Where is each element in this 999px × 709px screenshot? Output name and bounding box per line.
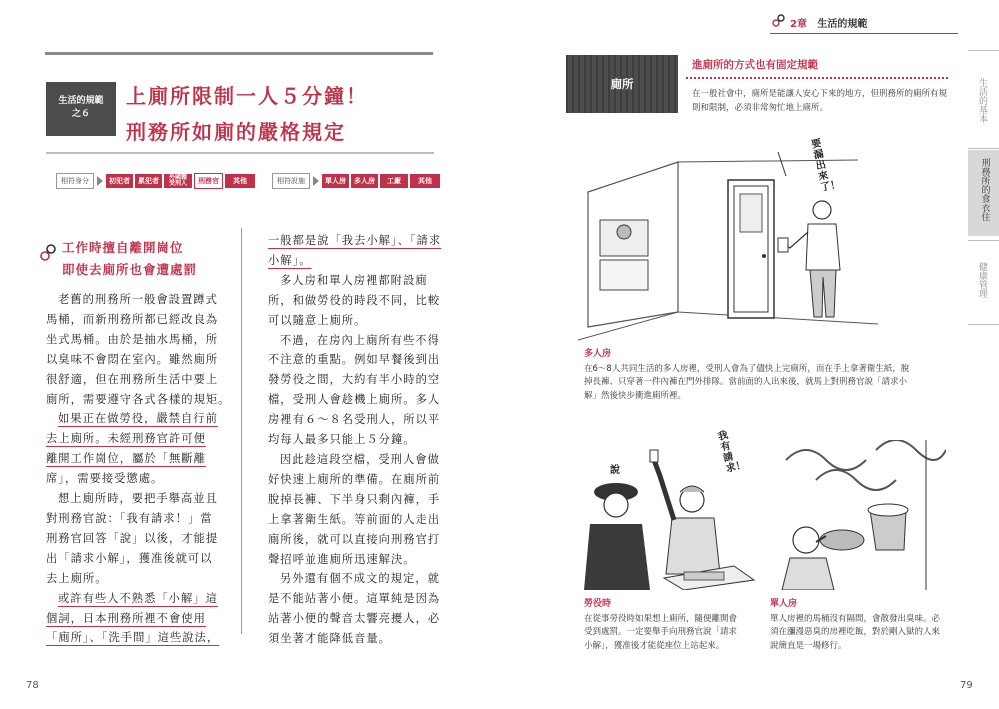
topic-heading: 進廁所的方式也有固定規範: [692, 59, 818, 71]
text-line: 很舒適，但在刑務所生活中要上: [46, 372, 219, 386]
text-line: 不注意的重點。例如早餐後到出: [268, 353, 441, 367]
title-divider: [46, 152, 434, 154]
tags-people-label: 相符身分: [56, 173, 94, 189]
text-line: 是不能站著小便。這單純是因為: [268, 592, 441, 606]
text-line: 想上廁所時，要把手舉高並且: [58, 492, 218, 506]
text-line: 刑務官回答「說」以後，才能提: [46, 531, 219, 545]
subheading-line1: 工作時擅自離開崗位: [62, 240, 184, 255]
text-line: 好快速上廁所的準備。在廁所前: [268, 472, 441, 486]
chapter-header: [790, 15, 867, 30]
multi-room-illustration: [578, 152, 890, 342]
page-title-line2: 刑務所如廁的嚴格規定: [126, 120, 346, 144]
single-room-illustration: [776, 440, 946, 590]
text-line: 不過，在房內上廁所有些不得: [280, 333, 440, 347]
side-divider: [968, 240, 999, 241]
text-line: 小解」。: [268, 253, 312, 267]
tag-first-offender: 初犯者: [106, 174, 133, 188]
topic-text: 在一般社會中，廁所是能讓人安心下來的地方，但刑務所的廁所有規則和限制，必須非常匆忙地上廁所。: [692, 89, 948, 113]
tag-factory: 工廠: [380, 174, 408, 188]
chapter-title: 生活的規範: [817, 19, 868, 30]
text-line: 可以隨意上廁所。: [268, 313, 367, 327]
body-column-2: [268, 231, 458, 649]
tag-multi-room: 多人房: [351, 174, 378, 188]
chapter-rule: [770, 33, 958, 34]
handcuffs-icon: [40, 244, 56, 262]
lesson-badge-line1: 生活的規範: [58, 96, 104, 106]
left-page: [0, 0, 495, 709]
speech-request: 我有請求！: [716, 429, 747, 476]
caption-multi-title: 多人房: [584, 349, 612, 359]
text-line: 個詞，日本刑務所裡不會使用: [46, 611, 206, 625]
side-tab-label: 生活的基本: [977, 78, 987, 123]
caption-labor-title: 勞役時: [584, 599, 612, 609]
text-line: 對刑務官說：「我有請求！」當: [46, 511, 213, 525]
side-tab-health: [976, 262, 994, 298]
text-line: 另外還有個不成文的規定，就: [280, 572, 440, 586]
chapter-number: 2章: [790, 19, 807, 30]
caption-labor: [584, 598, 744, 653]
text-line: 廁所後，就可以直接向刑務官打: [268, 532, 441, 546]
caption-single-room: [770, 598, 946, 653]
column-divider: [241, 228, 242, 634]
side-divider: [968, 50, 999, 51]
text-line: 多人房和單人房裡都附設廁: [280, 273, 428, 287]
text-line: 脫掉長褲、下半身只剩內褲，手: [268, 492, 441, 506]
text-line: 離開工作崗位，屬於「無斷離: [46, 452, 206, 466]
text-line: 出「請求小解」，獲准後就可以: [46, 551, 213, 565]
tags-places-label: 相符設施: [272, 173, 310, 189]
lesson-badge-line2: 之６: [71, 109, 90, 119]
tag-other-people: 其他: [225, 174, 255, 188]
text-line: 因此趁這段空檔，受刑人會做: [280, 452, 440, 466]
text-line: 坐式馬桶。由於是抽水馬桶，所: [46, 332, 219, 346]
text-line: 檔，受刑人會趁機上廁所。多人: [268, 393, 441, 407]
right-page: [500, 0, 999, 709]
side-tab-label: 刑務所的食衣住: [979, 158, 990, 221]
tags-people: [56, 173, 257, 189]
caption-labor-text: 在從事勞役時如果想上廁所，隨便離開會受到處罰。一定要舉手向刑務官說「請求小解」，獲准後才能從座位上站起來。: [584, 613, 738, 651]
side-tab-food-clothing-housing: [968, 150, 999, 236]
side-divider: [968, 148, 999, 149]
speech-say: 說: [610, 465, 620, 476]
text-line: 馬桶，而新刑務所都已經改良為: [46, 312, 219, 326]
tag-officer: 刑務官: [194, 173, 223, 189]
text-line: 一般都是說「我去小解」、「請求: [268, 234, 442, 247]
text-line: 房裡有６～８名受刑人，所以平: [268, 413, 441, 427]
body-column-1: [46, 290, 236, 648]
text-line: 均每人最多只能上５分鐘。: [268, 433, 416, 447]
text-line: 站著小便的聲音太響亮擾人，必: [268, 612, 441, 626]
caption-single-title: 單人房: [770, 599, 798, 609]
tag-other-places: 其他: [410, 174, 440, 188]
subheading-line2: 即使去廁所也會遭處罰: [62, 262, 198, 277]
page-number-left: 78: [26, 680, 39, 691]
text-line: 上拿著衛生紙。等前面的人走出: [268, 512, 441, 526]
top-rule: [45, 52, 433, 55]
tags-places: [272, 173, 442, 189]
handcuffs-icon: [772, 14, 786, 28]
topic-label: 廁所: [566, 55, 678, 113]
page-title-line1: 上廁所限制一人５分鐘！: [126, 84, 368, 108]
arrow-icon: [313, 176, 319, 186]
lesson-badge: [46, 82, 116, 136]
text-line: 聲招呼並進廁所迅速解決。: [268, 552, 416, 566]
caption-multi-room: [584, 348, 914, 403]
text-line: 廁所，需要遵守各式各樣的規矩。: [46, 392, 231, 406]
caption-multi-text: 在6～8人共同生活的多人房裡，受刑人會為了儘快上完廁所，而在手上拿著衛生紙，脫掉長褲、只穿著一件內褲在門外排隊。當前面的人出來後，就馬上對刑務官說「請求小解」然後快步衝進廁所裡。: [584, 363, 910, 401]
speech-hurry: 要漏出來了！: [810, 137, 842, 194]
tag-single-room: 單人房: [322, 174, 349, 188]
text-line: 席」，需要接受懲處。: [46, 472, 164, 486]
text-line: 去上廁所。: [46, 571, 108, 585]
text-line: 「廁所」、「洗手間」這些說法，: [46, 631, 220, 645]
arrow-icon: [97, 176, 103, 186]
text-line: 須坐著才能降低音量。: [268, 632, 391, 646]
page-number-right: 79: [960, 680, 973, 691]
tag-foreign-inmate: 外國籍受刑人: [164, 174, 192, 188]
caption-single-text: 單人房裡的馬桶沒有隔間，會散發出臭味。必須在瀰漫惡臭的房裡吃飯，對於剛入獄的人來說簡直是一場修行。: [770, 613, 941, 651]
text-line: 或許有些人不熟悉「小解」這: [58, 591, 218, 605]
text-line: 以臭味不會悶在室內。雖然廁所: [46, 352, 219, 366]
side-divider: [968, 324, 999, 325]
text-line: 發勞役之間，大約有半小時的空: [268, 373, 441, 387]
text-line: 所，和做勞役的時段不同，比較: [268, 293, 441, 307]
text-line: 老舊的刑務所一般會設置蹲式: [58, 293, 218, 306]
tag-repeat-offender: 累犯者: [135, 174, 162, 188]
text-line: 如果正在做勞役，嚴禁自行前: [58, 412, 218, 426]
side-tab-basics: [976, 78, 994, 123]
topic-divider: [686, 77, 948, 79]
side-tab-label: 健康管理: [977, 262, 987, 298]
text-line: 去上廁所。未經刑務官許可便: [46, 432, 206, 446]
